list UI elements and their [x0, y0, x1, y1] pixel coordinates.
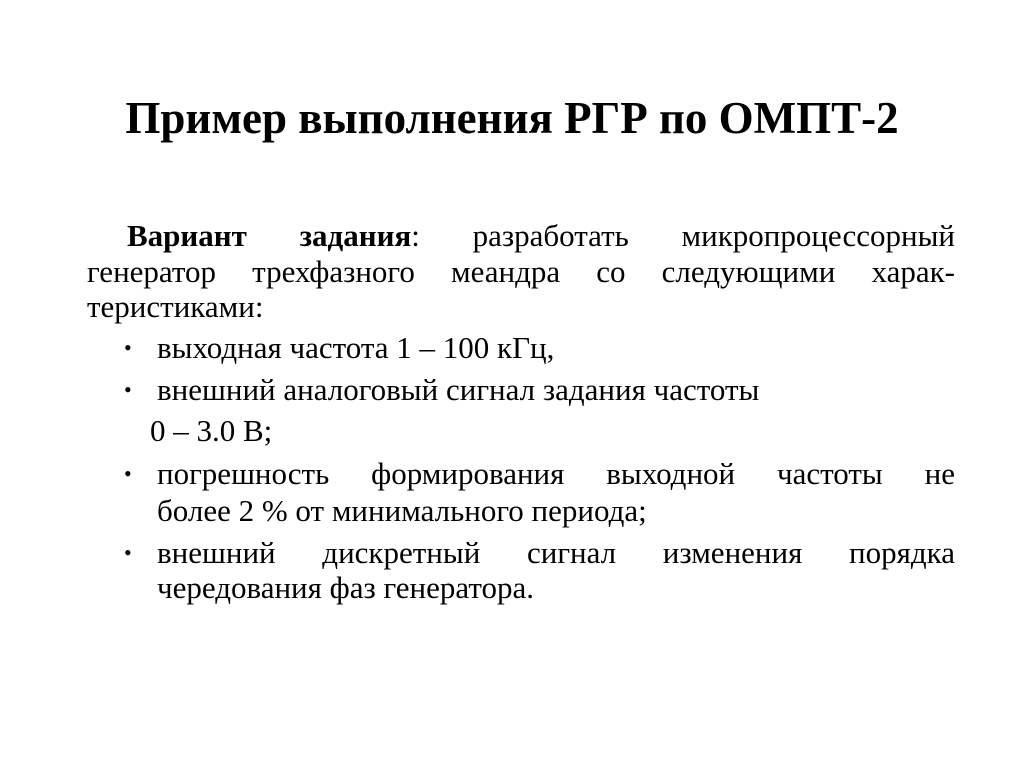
bullet-3-line-2: более 2 % от минимального периода; [157, 493, 647, 528]
bullet-2-line-1: внешний аналоговый сигнал задания частоты [157, 372, 760, 407]
bullet-4-line-2: чередования фаз генератора. [157, 570, 535, 605]
intro-line-2: генератор трехфазного меандра со следующими харак- [87, 254, 955, 289]
bullet-icon: • [124, 540, 132, 565]
bullet-icon: • [124, 461, 132, 486]
bullet-icon: • [124, 377, 132, 402]
bullet-1: выходная частота 1 – 100 кГц, [157, 330, 555, 365]
intro-text: : разработать микропроцессорный [411, 218, 955, 253]
bullet-3-line-1: погрешность формирования выходной частоты не [157, 456, 955, 491]
bullet-2-line-2: 0 – 3.0 В; [150, 413, 273, 448]
slide-title: Пример выполнения РГР по ОМПТ-2 [125, 93, 899, 143]
bullet-4-line-1: внешний дискретный сигнал изменения порядка [157, 535, 955, 570]
variant-label: Вариант задания [127, 218, 412, 253]
intro-line-1 [127, 218, 955, 254]
bullet-icon: • [124, 335, 132, 360]
intro-line-3: теристиками: [87, 289, 264, 324]
